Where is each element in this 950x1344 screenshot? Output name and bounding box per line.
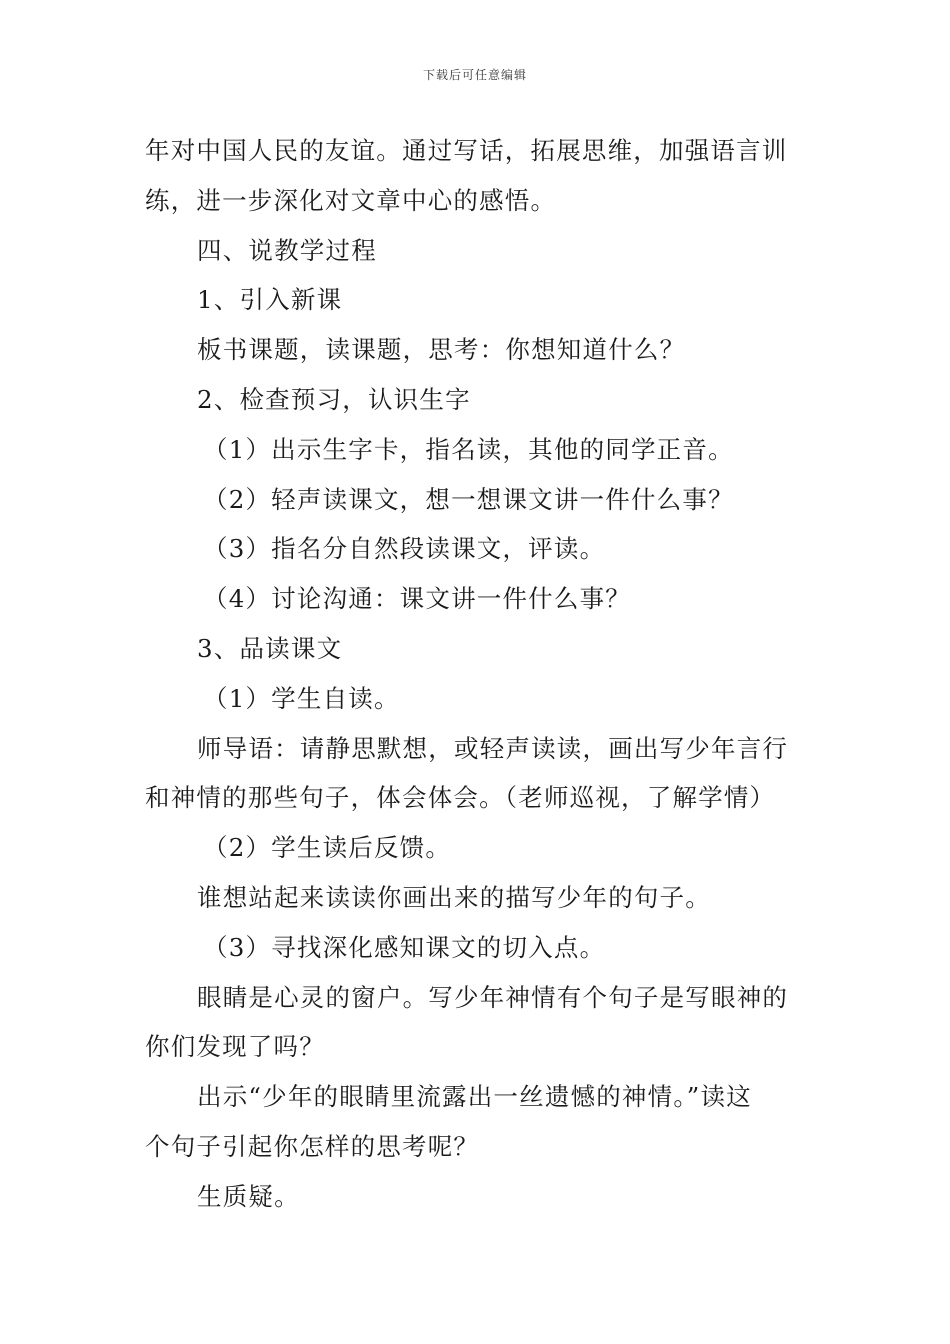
paragraph-line: 谁想站起来读读你画出来的描写少年的句子。: [197, 882, 711, 912]
list-item: （2）学生读后反馈。: [203, 833, 452, 863]
paragraph-line: 个句子引起你怎样的思考呢？: [145, 1131, 480, 1161]
list-item: （1）学生自读。: [203, 683, 400, 713]
paragraph-line: 你们发现了吗？: [145, 1032, 325, 1062]
list-item: （2）轻声读课文，想一想课文讲一件什么事？: [203, 484, 734, 514]
paragraph-line: 板书课题，读课题，思考：你想知道什么？: [197, 335, 686, 365]
step-heading: 2、检查预习，认识生字: [197, 384, 471, 414]
step-heading: 3、品读课文: [197, 633, 343, 663]
paragraph-line: 年对中国人民的友谊。通过写话，拓展思维，加强语言训: [145, 136, 788, 165]
paragraph-line: 生质疑。: [197, 1181, 300, 1211]
list-item: （3）指名分自然段读课文，评读。: [203, 534, 606, 564]
document-body: [145, 126, 810, 1222]
paragraph-line: 出示“少年的眼睛里流露出一丝遗憾的神情。”读这: [197, 1082, 752, 1112]
list-item: （3）寻找深化感知课文的切入点。: [203, 932, 606, 962]
step-heading: 1、引入新课: [197, 285, 343, 315]
paragraph-line: 和神情的那些句子，体会体会。（老师巡视，了解学情）: [145, 783, 776, 813]
list-item: （1）出示生字卡，指名读，其他的同学正音。: [203, 434, 734, 464]
paragraph-line: 眼睛是心灵的窗户。写少年神情有个句子是写眼神的: [197, 982, 789, 1012]
paragraph-line: 师导语：请静思默想，或轻声读读，画出写少年言行: [197, 733, 789, 763]
section-heading: 四、说教学过程: [197, 235, 377, 265]
page-header-note: 下载后可任意编辑: [422, 68, 527, 82]
list-item: （4）讨论沟通：课文讲一件什么事？: [203, 584, 631, 614]
paragraph-line: 练，进一步深化对文章中心的感悟。: [145, 185, 557, 215]
